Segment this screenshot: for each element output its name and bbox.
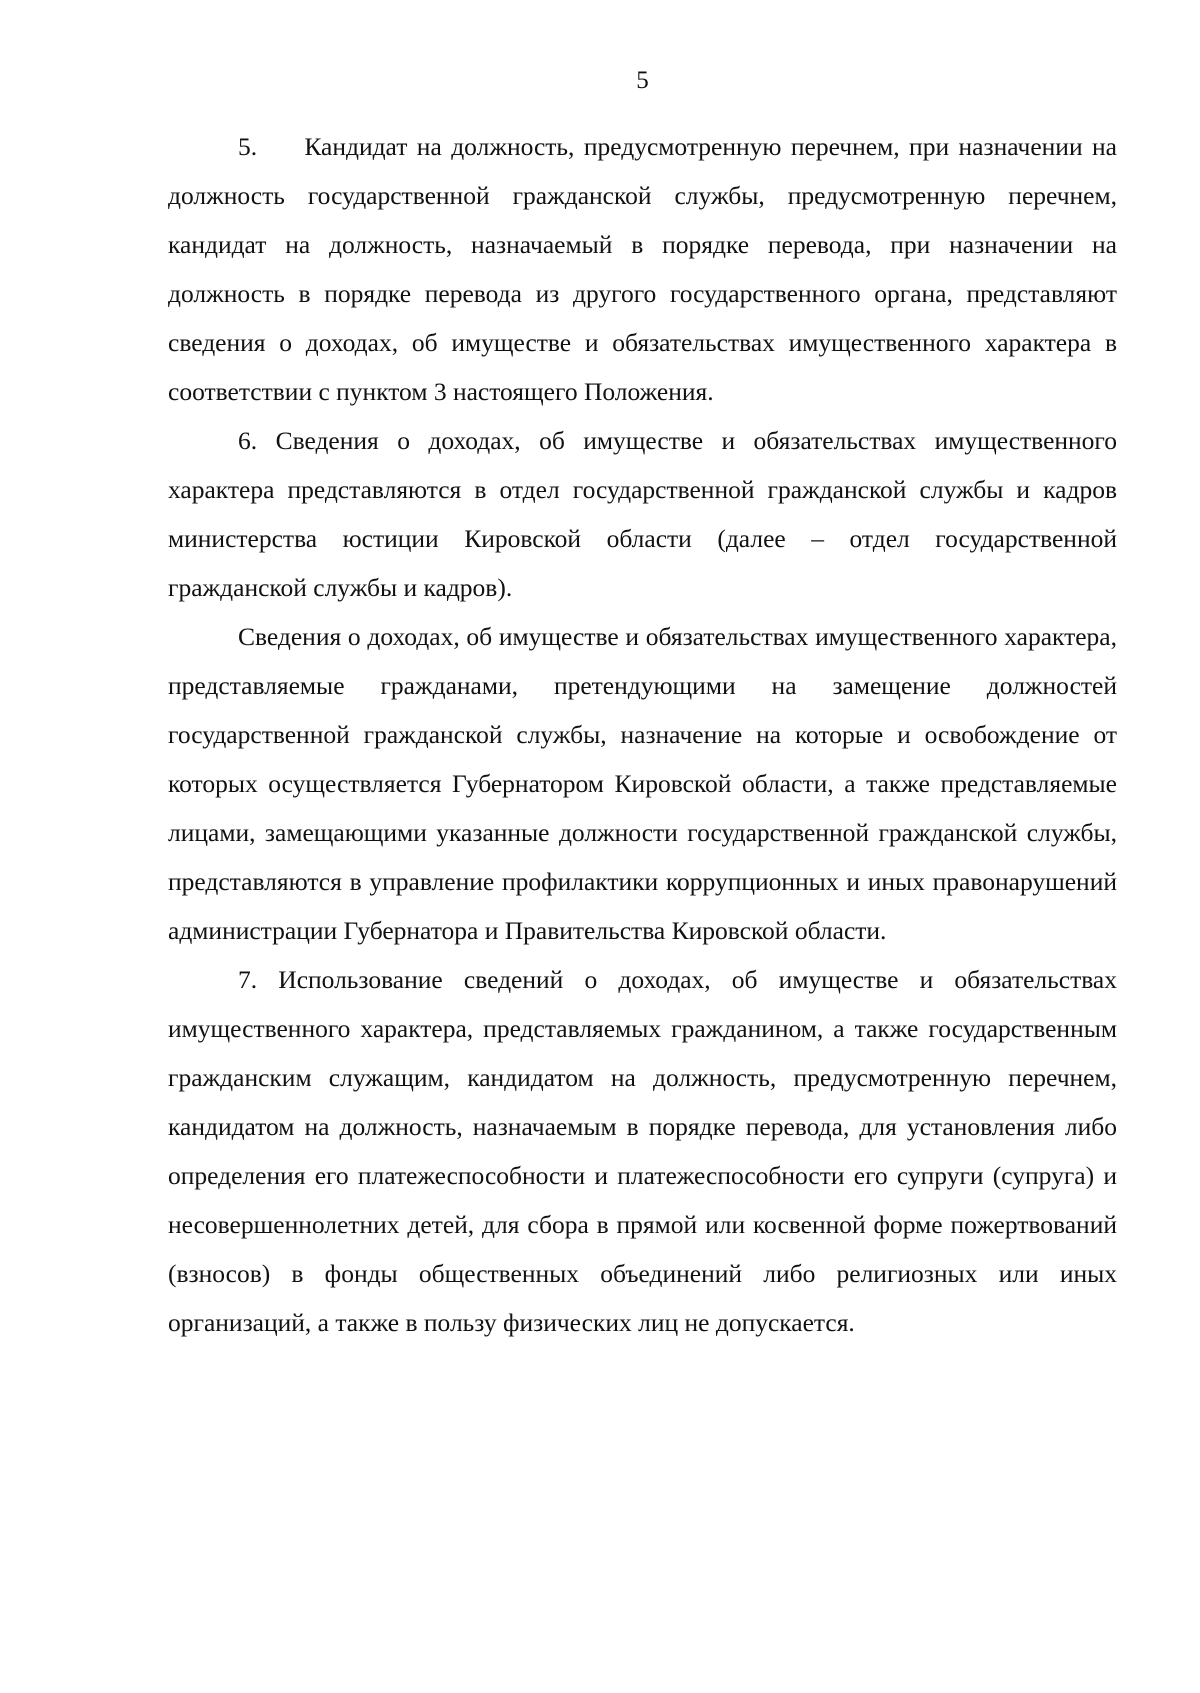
paragraph-6 [168,416,1117,612]
paragraph-7 [168,955,1117,1347]
document-body [168,122,1117,1347]
paragraph-text: Сведения о доходах, об имуществе и обязательствах имущественного характера представляются в отдел государственной гражданской службы и кадров министерства юстиции Кировской области (далее – отдел государственной гражданской службы и кадров). [168,426,1118,602]
paragraph-number: 6. [238,426,258,455]
page-number: 5 [636,67,649,94]
paragraph-5 [168,122,1117,416]
paragraph-number: 7. [238,965,258,994]
paragraph-text: Сведения о доходах, об имуществе и обязательствах имущественного характера, представляемые гражданами, претендующими на замещение должностей государственной гражданской службы, назначение на которые и освобождение от которых осуществляется Губернатором Кировской области, а также представляемые лицами, замещающими указанные должности государственной гражданской службы, представляются в управление профилактики коррупционных и иных правонарушений администрации Губернатора и Правительства Кировской области. [168,622,1117,945]
paragraph-text: Использование сведений о доходах, об имуществе и обязательствах имущественного характера, представляемых гражданином, а также государственным гражданским служащим, кандидатом на должность, предусмотренную перечнем, кандидатом на должность, назначаемым в порядке перевода, для установления либо определения его платежеспособности и платежеспособности его супруги (супруга) и несовершеннолетних детей, для сбора в прямой или косвенной форме пожертвований (взносов) в фонды общественных объединений либо религиозных или иных организаций, а также в пользу физических лиц не допускается. [168,965,1117,1337]
paragraph-6-continued [168,612,1117,955]
paragraph-number: 5. [238,132,258,161]
paragraph-text: Кандидат на должность, предусмотренную перечнем, при назначении на должность государственной гражданской службы, предусмотренную перечнем, кандидат на должность, назначаемый в порядке перевода, при назначении на должность в порядке перевода из другого государственного органа, представляют сведения о доходах, об имуществе и обязательствах имущественного характера в соответствии с пунктом 3 настоящего Положения. [168,132,1117,406]
